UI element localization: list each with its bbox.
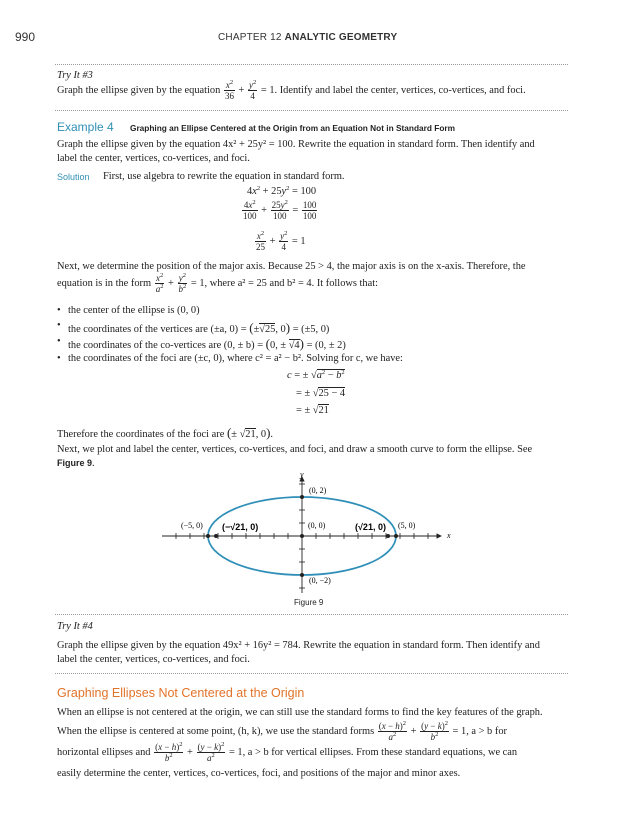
fraction: $\frac{y^2}{4}$ [249,79,257,101]
top-covertex-point [300,495,304,499]
y-axis-label: y [300,470,304,479]
equation-step-2: $\frac{4x^2}{100}$ + $\frac{25y^2}{100}$ = $\frac{100}{100}$ [243,199,317,221]
solution-label: Solution [57,172,90,182]
equation-step-3: $\frac{x^2}{25}$ + $\frac{y^2}{4}$ = 1 [256,230,306,252]
section-text-3a: horizontal ellipses and [57,746,151,758]
list-item: • the coordinates of the co-vertices are (0, ± b) = (0, ± √4) = (0, ± 2) [68,336,346,352]
figure-ref: Figure 9 [57,458,93,468]
try-it-3-text-a: Graph the ellipse given by the equation [57,84,221,96]
section-paragraph-1: When an ellipse is not centered at the origin, we can still use the standard forms to find the key features of the graph. [57,707,543,718]
solution-text: First, use algebra to rewrite the equation in standard form. [103,171,345,182]
right-vertex-label: (5, 0) [398,521,416,530]
plot-text-b-line: Figure 9. [57,458,95,469]
try-it-4-text-b: label the center, vertices, co-vertices, and foci. [57,654,250,665]
bottom-covertex-point [300,573,304,577]
section-text-3b: = 1, a > b for vertical ellipses. From these standard equations, we can [228,746,518,758]
equation-step-1: $4x^2 + 25y^2 = 100$ [247,185,317,197]
c-step-1: c = ± $√a^2 - b^2$ [287,369,345,381]
ellipse-graph [0,468,630,598]
major-axis-text-c: = 1, where a² = 25 and b² = 4. It follows that: [190,277,378,289]
c-step-2: = ± √25 − 4 [296,388,346,399]
right-focus-label: (√21, 0) [355,522,386,532]
divider [55,64,568,65]
bottom-covertex-label: (0, −2) [309,576,331,585]
list-item: • the coordinates of the foci are (±c, 0), where c² = a² − b². Solving for c, we have: [68,353,403,364]
foci-conclusion: Therefore the coordinates of the foci are (± √21, 0). [57,425,274,440]
section-paragraph-4: easily determine the center, vertices, co-vertices, foci, and positions of the major and minor axes. [57,768,461,779]
left-vertex-label: (−5, 0) [181,521,203,530]
chapter-title: ANALYTIC GEOMETRY [284,32,398,43]
divider [55,614,568,615]
x-axis-label: x [447,531,451,540]
divider [55,110,568,111]
fraction: $\frac{x^2}{36}$ [224,79,234,101]
major-axis-text-b: equation is in the form [57,277,152,289]
section-text-2b: = 1, a > b for [452,725,507,737]
left-vertex-point [206,534,210,538]
section-paragraph-3: horizontal ellipses and $\frac{(x - h)^2}{b^2}$ + $\frac{(y - k)^2}{a^2}$ = 1, a > b for vertical ellipses. From these standard equations, we can [57,741,518,763]
list-item: • the center of the ellipse is (0, 0) [68,305,200,316]
left-focus-label: (−√21, 0) [222,522,259,532]
major-axis-line: equation is in the form $\frac{x^2}{a^2}$ + $\frac{y^2}{b^2}$ = 1, where a² = 25 and b² = 4. It follows that: [57,272,378,294]
try-it-3-text-b: = 1. Identify and label the center, vertices, co-vertices, and foci. [260,84,526,96]
list-item: • the coordinates of the vertices are (±a, 0) = (±√25, 0) = (±5, 0) [68,320,329,336]
center-label: (0, 0) [308,521,326,530]
left-focus-point [214,534,218,538]
try-it-4-text-a: Graph the ellipse given by the equation 49x² + 16y² = 784. Rewrite the equation in standard form. Then identify and [57,640,540,651]
example-title: Graphing an Ellipse Centered at the Origin from an Equation Not in Standard Form [130,123,455,133]
section-heading: Graphing Ellipses Not Centered at the Origin [57,686,305,700]
example-problem-a: Graph the ellipse given by the equation 4x² + 25y² = 100. Rewrite the equation in standard form. Then identify and [57,139,535,150]
top-covertex-label: (0, 2) [309,486,327,495]
figure-caption: Figure 9 [294,598,324,607]
chapter-number: CHAPTER 12 [218,32,282,43]
try-it-4-label: Try It #4 [57,621,93,632]
major-axis-text-a: Next, we determine the position of the major axis. Because 25 > 4, the major axis is on the x-axis. Therefore, the [57,261,526,272]
right-focus-point [386,534,390,538]
try-it-3-label: Try It #3 [57,70,93,81]
try-it-3-text: Graph the ellipse given by the equation $\frac{x^2}{36}$ + $\frac{y^2}{4}$ = 1. Identify and label the center, vertices, co-vertices, and foci. [57,79,526,101]
center-point [300,534,304,538]
example-problem-b: label the center, vertices, co-vertices, and foci. [57,153,250,164]
divider [55,673,568,674]
chapter-header [218,32,397,43]
page-number: 990 [15,30,36,44]
right-vertex-point [394,534,398,538]
plot-text-a: Next, we plot and label the center, vertices, co-vertices, and foci, and draw a smooth curve to form the ellipse. See [57,444,533,455]
example-label: Example 4 [57,120,114,134]
c-step-3: = ± √21 [296,405,329,416]
section-text-2a: When the ellipse is centered at some point, (h, k), we use the standard forms [57,725,375,737]
section-paragraph-2: When the ellipse is centered at some point, (h, k), we use the standard forms $\frac{(x - h)^2}{a^2}$ + $\frac{(y - k)^2}{b^2}$ = 1, a > b for [57,720,507,742]
